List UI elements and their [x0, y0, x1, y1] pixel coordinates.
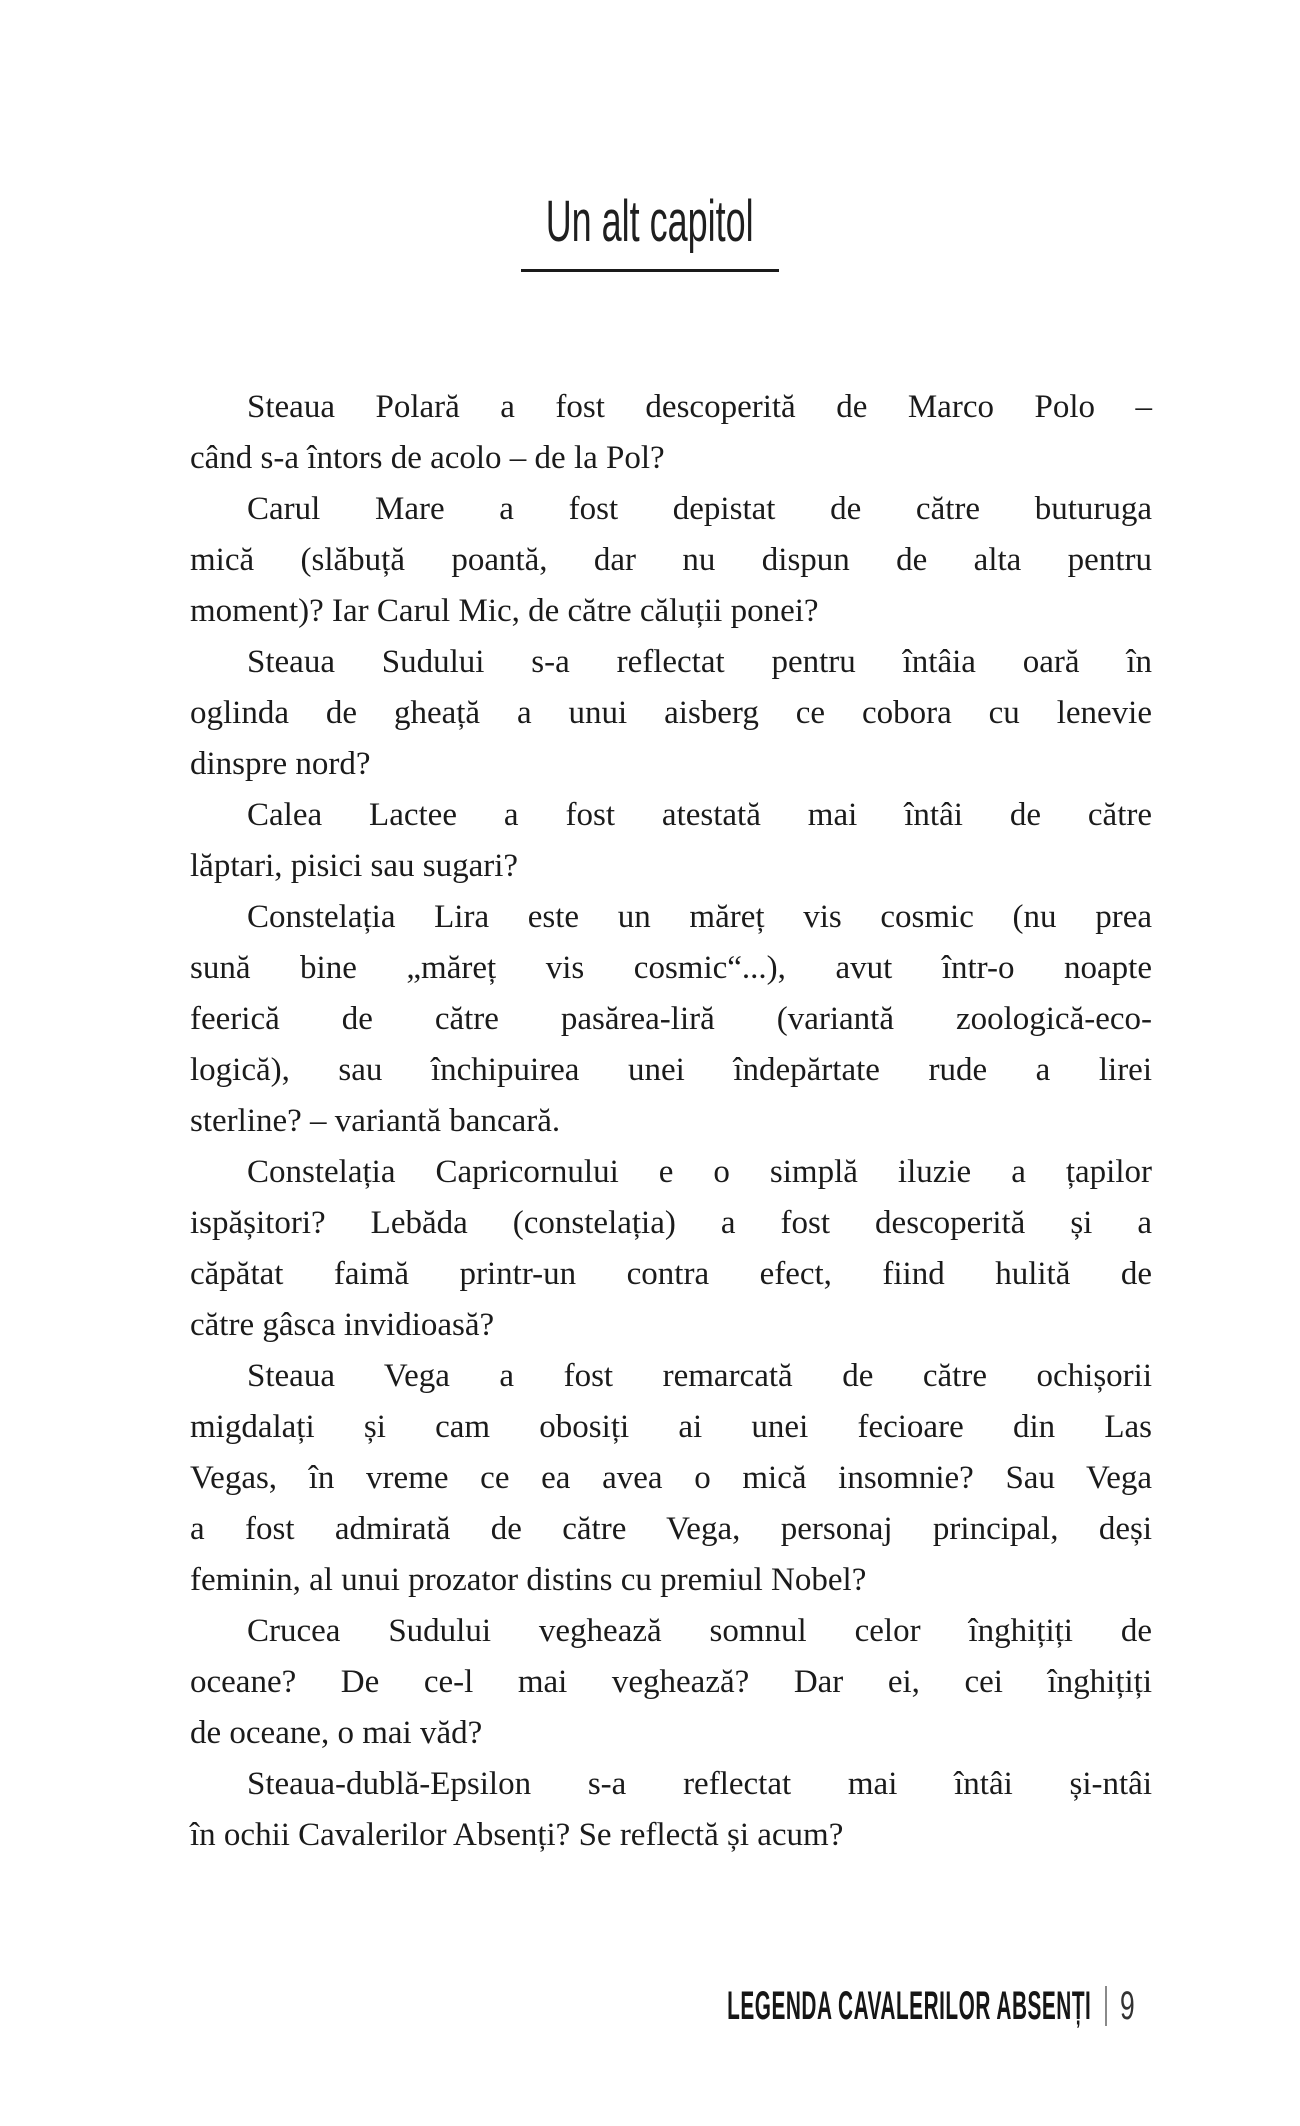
text-line: Steaua Sudului s-a reflectat pentru întâia oară în — [247, 644, 1152, 680]
text-line: sună bine „măreț vis cosmic“...), avut într-o noapte — [190, 950, 1152, 986]
paragraph — [190, 382, 1152, 484]
paragraph — [190, 1147, 1152, 1351]
text-line: în ochii Cavalerilor Absenți? Se reflectă și acum? — [190, 1817, 844, 1853]
paragraph — [190, 1759, 1152, 1861]
text-line: când s-a întors de acolo – de la Pol? — [190, 440, 665, 476]
chapter-title: Un alt capitol — [546, 189, 754, 254]
text-line: sterline? – variantă bancară. — [190, 1103, 561, 1139]
text-line: feminin, al unui prozator distins cu premiul Nobel? — [190, 1562, 867, 1598]
text-line: mică (slăbuță poantă, dar nu dispun de alta pentru — [190, 542, 1152, 578]
text-line: Steaua-dublă-Epsilon s-a reflectat mai întâi și-ntâi — [247, 1766, 1152, 1802]
page-footer — [391, 1984, 1142, 2028]
text-line: Calea Lactee a fost atestată mai întâi de către — [247, 797, 1152, 833]
paragraph — [190, 484, 1152, 637]
paragraph — [190, 637, 1152, 790]
text-line: lăptari, pisici sau sugari? — [190, 848, 519, 884]
text-line: logică), sau închipuirea unei îndepărtate rude a lirei — [190, 1052, 1152, 1088]
text-line: Steaua Vega a fost remarcată de către ochișorii — [247, 1358, 1152, 1394]
text-line: dinspre nord? — [190, 746, 371, 782]
running-title: LEGENDA CAVALERILOR ABSENȚI — [727, 1983, 1092, 2028]
text-line: oceane? De ce-l mai veghează? Dar ei, cei înghițiți — [190, 1664, 1152, 1700]
text-line: Constelația Lira este un măreț vis cosmic (nu prea — [247, 899, 1152, 935]
paragraph — [190, 1351, 1152, 1606]
title-underline-rule — [521, 269, 779, 272]
paragraph — [190, 892, 1152, 1147]
footer-divider-rule — [1105, 1986, 1107, 2026]
text-line: a fost admirată de către Vega, personaj principal, deși — [190, 1511, 1152, 1547]
text-line: moment)? Iar Carul Mic, de către căluții ponei? — [190, 593, 819, 629]
text-line: către gâsca invidioasă? — [190, 1307, 495, 1343]
text-line: Vegas, în vreme ce ea avea o mică insomnie? Sau Vega — [190, 1460, 1152, 1496]
paragraph — [190, 790, 1152, 892]
text-line: oglinda de gheață a unui aisberg ce cobora cu lenevie — [190, 695, 1152, 731]
text-line: căpătat faimă printr-un contra efect, fiind hulită de — [190, 1256, 1152, 1292]
paragraph — [190, 1606, 1152, 1759]
chapter-header — [0, 189, 1300, 272]
text-line: de oceane, o mai văd? — [190, 1715, 483, 1751]
text-line: migdalați și cam obosiți ai unei fecioare din Las — [190, 1409, 1152, 1445]
text-line: ispășitori? Lebăda (constelația) a fost descoperită și a — [190, 1205, 1152, 1241]
page-number: 9 — [1119, 1983, 1135, 2028]
text-line: Constelația Capricornului e o simplă iluzie a țapilor — [247, 1154, 1152, 1190]
text-line: feerică de către pasărea-liră (variantă zoologică-eco- — [190, 1001, 1152, 1037]
text-line: Crucea Sudului veghează somnul celor înghițiți de — [247, 1613, 1152, 1649]
text-line: Carul Mare a fost depistat de către buturuga — [247, 491, 1152, 527]
text-line: Steaua Polară a fost descoperită de Marco Polo – — [247, 389, 1152, 425]
chapter-body — [190, 382, 1152, 1861]
